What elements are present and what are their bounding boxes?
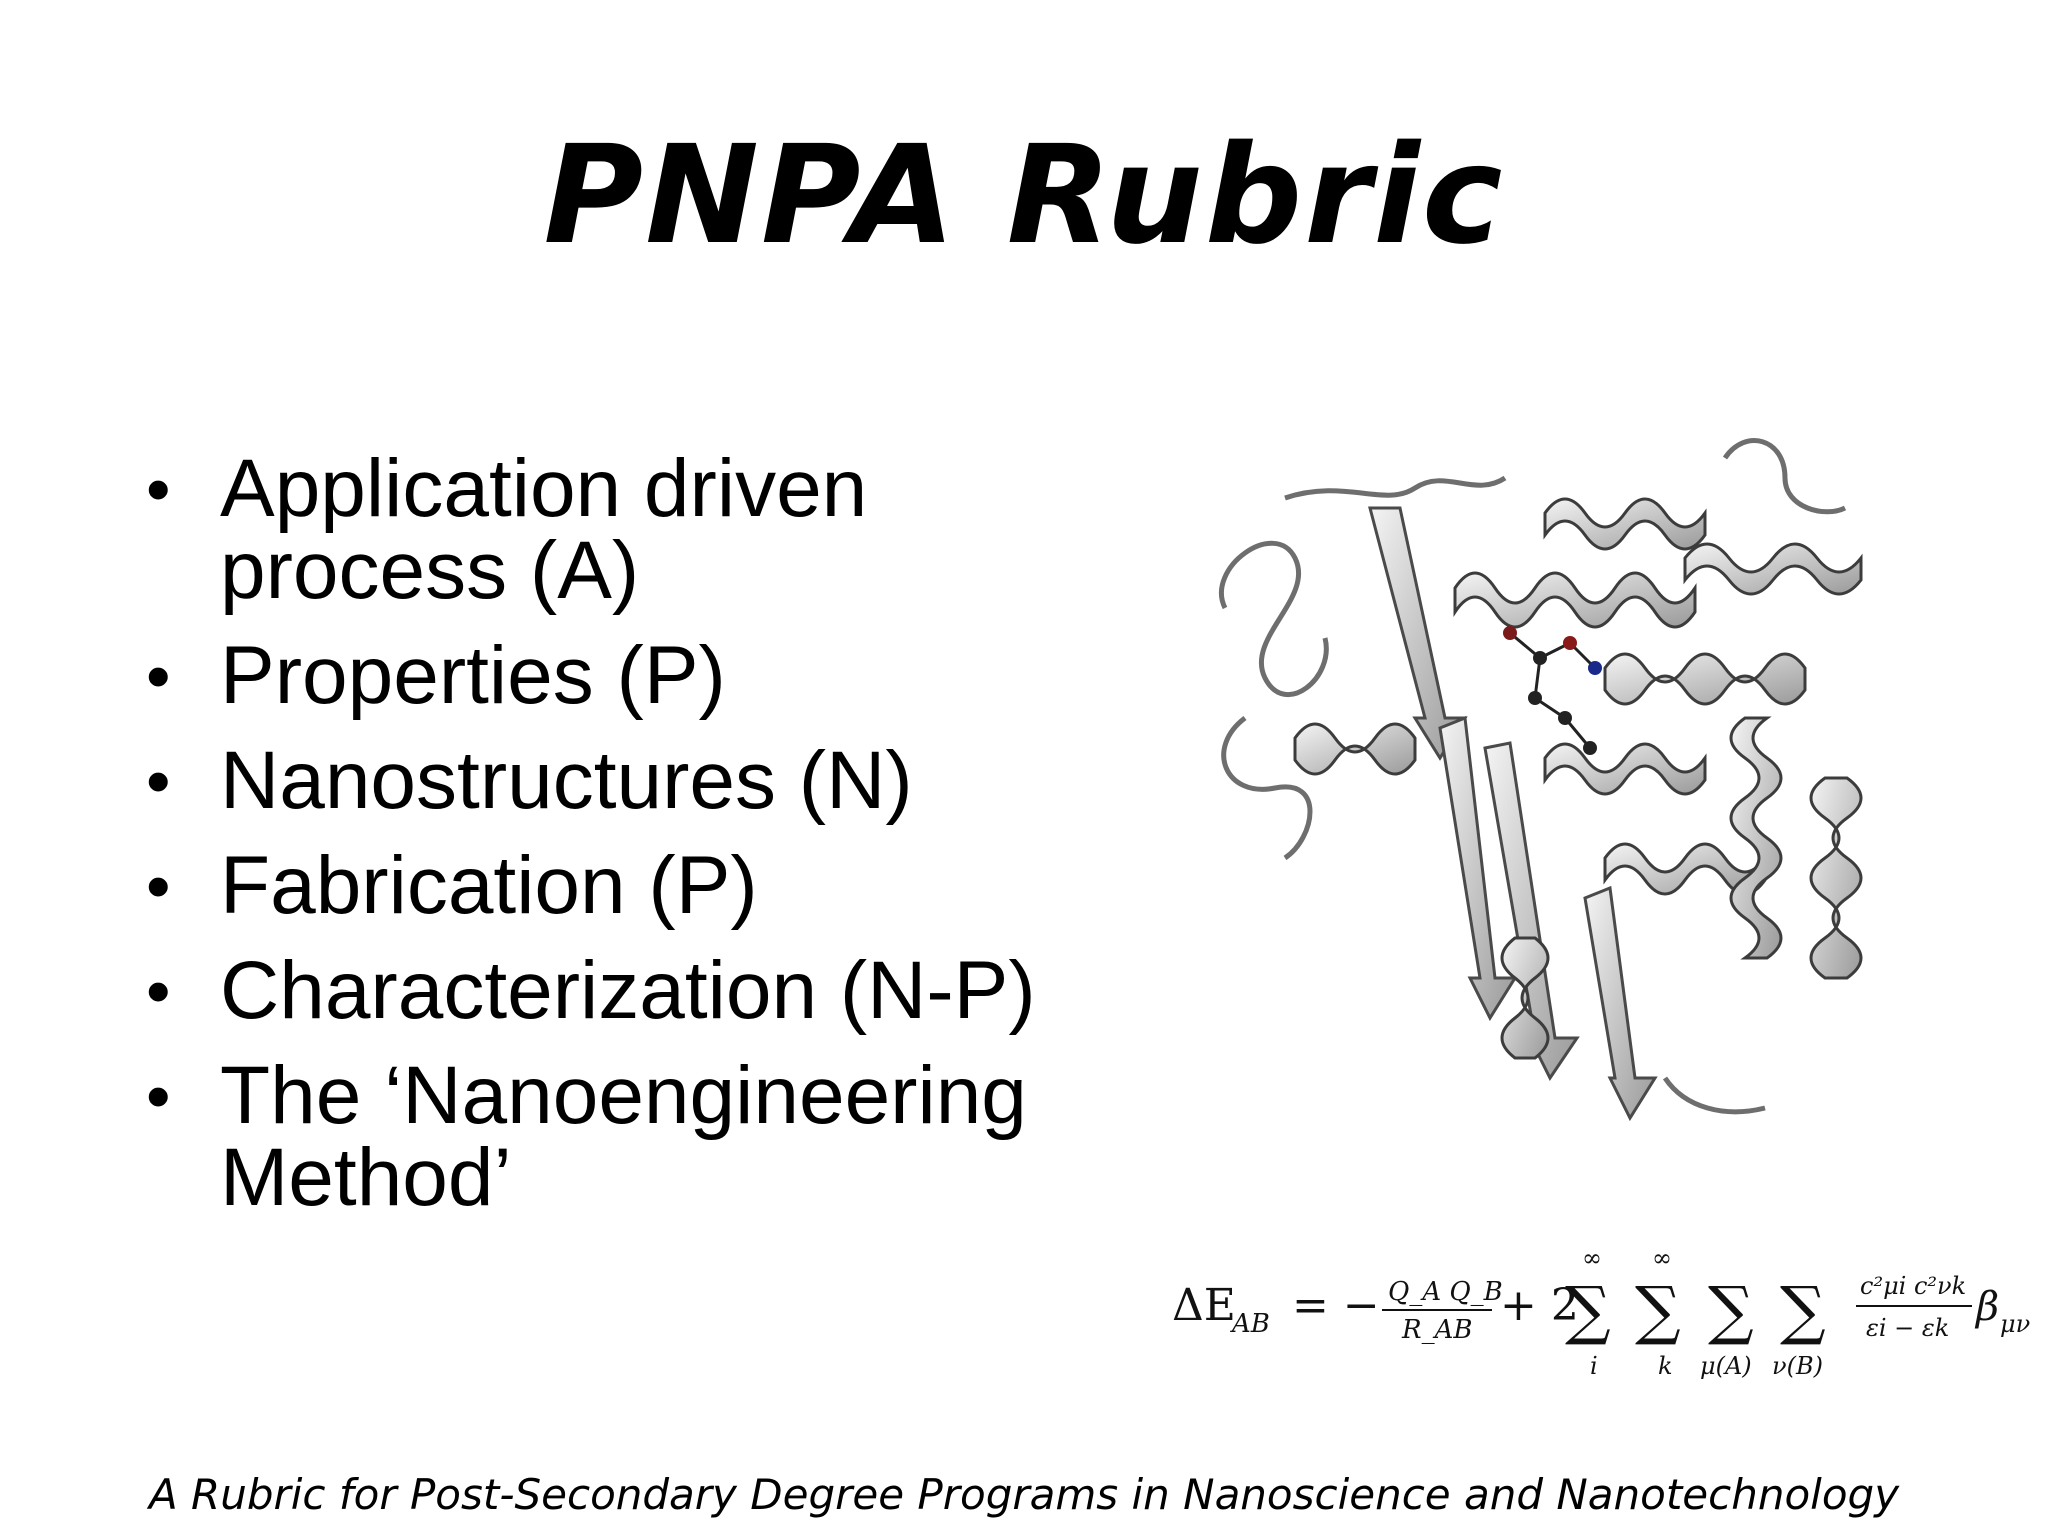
protein-structure-image bbox=[1185, 418, 1915, 1138]
bullet-item-application bbox=[140, 443, 1100, 616]
bullet-marker: • bbox=[146, 952, 171, 1030]
bullet-item-fabrication bbox=[140, 840, 1100, 931]
eq-sum2-sign: ∑ bbox=[1635, 1274, 1681, 1348]
eq-equals: = − bbox=[1292, 1280, 1380, 1331]
eq-sum2-top: ∞ bbox=[1652, 1244, 1672, 1272]
eq-plus-two: + 2 bbox=[1500, 1280, 1579, 1331]
bullet-marker: • bbox=[146, 1057, 171, 1135]
bullet-text: Characterization (N-P) bbox=[220, 945, 1036, 1036]
eq-frac2-den: εi − εk bbox=[1866, 1314, 1950, 1342]
equation bbox=[1170, 1238, 2040, 1388]
footer-caption: A Rubric for Post-Secondary Degree Programs in Nanoscience and Nanotechnology bbox=[148, 1470, 1900, 1519]
bullet-marker: • bbox=[146, 847, 171, 925]
bullet-text: Nanostructures (N) bbox=[220, 735, 913, 826]
eq-sum4-sign: ∑ bbox=[1780, 1274, 1826, 1348]
slide-title: PNPA Rubric bbox=[543, 117, 1505, 275]
eq-frac1-num: Q_A Q_B bbox=[1388, 1277, 1503, 1307]
bullet-list bbox=[140, 443, 1100, 1242]
eq-frac2-num: c²μi c²νk bbox=[1860, 1272, 1967, 1300]
eq-sum4-bottom: ν(B) bbox=[1772, 1352, 1823, 1380]
bullet-item-properties bbox=[140, 630, 1100, 721]
eq-tail-sub: μν bbox=[2000, 1310, 2031, 1338]
eq-sum1-bottom: i bbox=[1590, 1352, 1598, 1380]
eq-sum2-bottom: k bbox=[1658, 1352, 1673, 1380]
bullet-marker: • bbox=[146, 450, 171, 528]
eq-lhs: ΔE bbox=[1172, 1280, 1236, 1331]
eq-sum1-top: ∞ bbox=[1582, 1244, 1602, 1272]
eq-sum3-sign: ∑ bbox=[1708, 1274, 1754, 1348]
bullet-marker: • bbox=[146, 742, 171, 820]
bullet-text: Fabrication (P) bbox=[220, 840, 758, 931]
eq-sum3-bottom: μ(A) bbox=[1700, 1352, 1752, 1380]
bullet-text: The ‘Nanoengineering Method’ bbox=[220, 1050, 1027, 1223]
bullet-marker: • bbox=[146, 637, 171, 715]
eq-tail: β bbox=[1976, 1284, 2000, 1330]
eq-lhs-sub: AB bbox=[1232, 1309, 1270, 1339]
eq-sum1-sign: ∑ bbox=[1565, 1274, 1611, 1348]
eq-frac1-den: R_AB bbox=[1402, 1315, 1473, 1345]
bullet-item-characterization bbox=[140, 945, 1100, 1036]
bullet-text: Properties (P) bbox=[220, 630, 726, 721]
bullet-text: Application driven process (A) bbox=[220, 443, 868, 616]
bullet-item-nanoengineering-method bbox=[140, 1050, 1100, 1223]
bullet-item-nanostructures bbox=[140, 735, 1100, 826]
